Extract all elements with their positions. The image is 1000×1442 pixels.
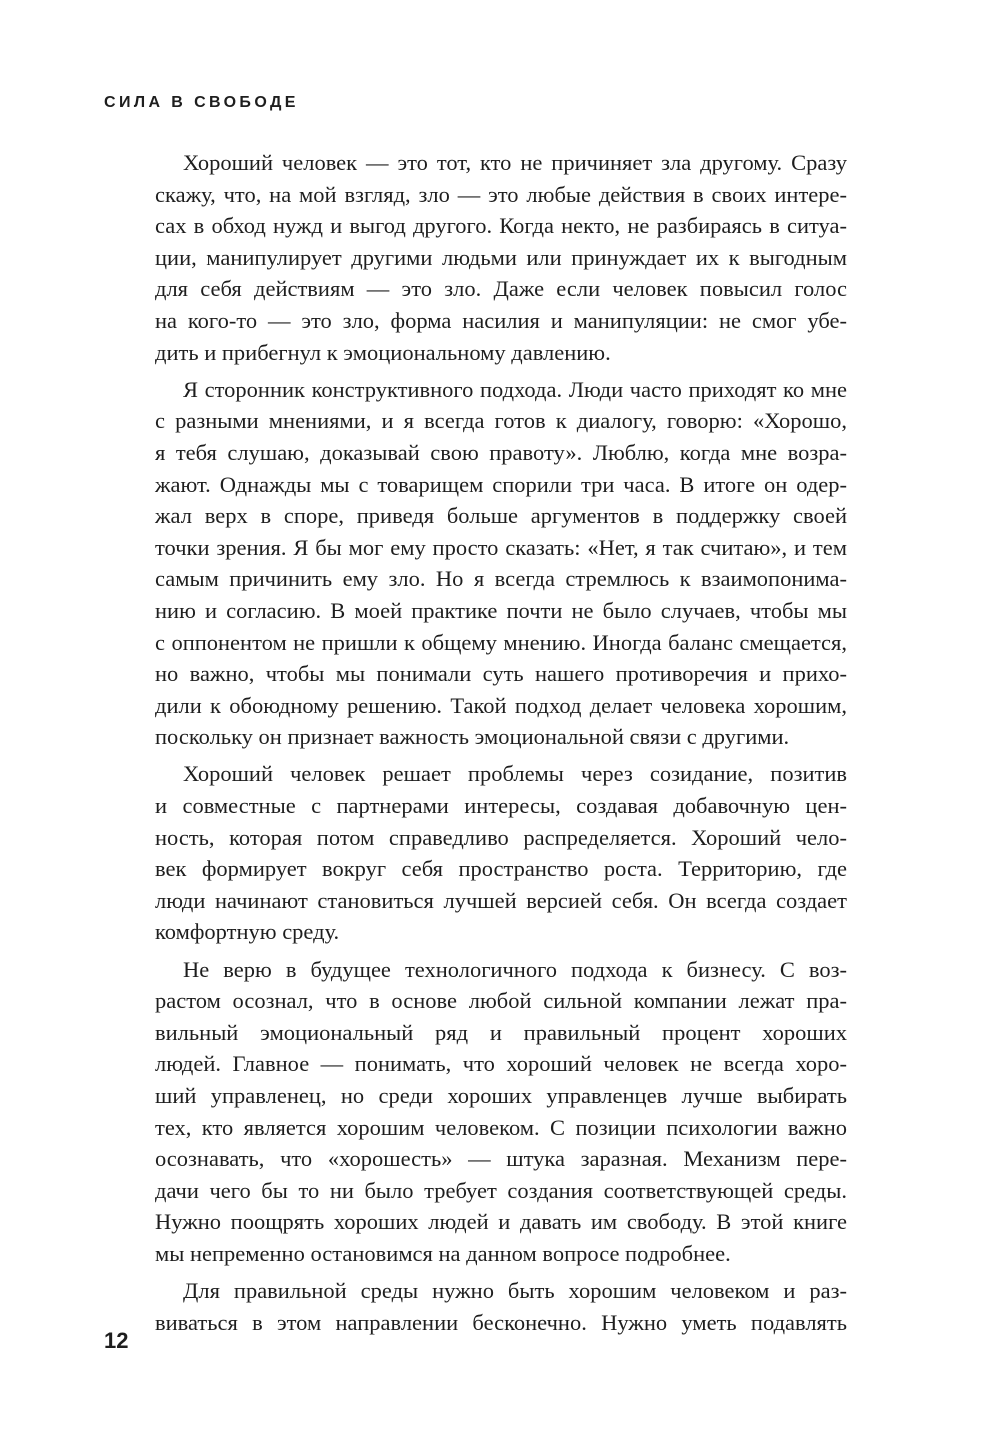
text-line: скажу, что, на мой взгляд, зло — это любые действия в своих интере-	[155, 181, 847, 207]
text-line: комфортную среду.	[155, 919, 340, 945]
text-line: век формирует вокруг себя пространство роста. Территорию, где	[155, 856, 847, 882]
text-line: дили к обоюдному решению. Такой подход делает человека хорошим,	[155, 692, 847, 718]
paragraph	[155, 954, 847, 1270]
page-number: 12	[104, 1328, 129, 1353]
text-line: Я сторонник конструктивного подхода. Люди часто приходят ко мне	[183, 376, 847, 402]
text-line: точки зрения. Я бы мог ему просто сказать: «Нет, я так считаю», и тем	[155, 534, 847, 560]
text-line: растом осознал, что в основе любой сильной компании лежат пра-	[155, 988, 847, 1014]
text-line: ции, манипулирует другими людьми или принуждает их к выгодным	[155, 244, 847, 270]
text-line: с разными мнениями, и я всегда готов к диалогу, говорю: «Хорошо,	[155, 408, 847, 434]
paragraph	[155, 374, 847, 753]
text-line: осознавать, что «хорошесть» — штука заразная. Механизм пере-	[155, 1146, 847, 1172]
text-line: сах в обход нужд и выгод другого. Когда некто, не разбираясь в ситуа-	[155, 213, 847, 239]
text-line: ший управленец, но среди хороших управленцев лучше выбирать	[155, 1083, 847, 1108]
text-line: виваться в этом направлении бесконечно. Нужно уметь подавлять	[155, 1309, 847, 1335]
text-line: на кого-то — это зло, форма насилия и манипуляции: не смог убе-	[155, 307, 847, 333]
text-line: Хороший человек — это тот, кто не причиняет зла другому. Сразу	[183, 150, 847, 175]
text-line: ность, которая потом справедливо распределяется. Хороший чело-	[155, 824, 847, 850]
text-line: Для правильной среды нужно быть хорошим человеком и раз-	[183, 1278, 847, 1304]
text-line: людей. Главное — понимать, что хороший человек не всегда хоро-	[155, 1051, 847, 1077]
text-line: люди начинают становиться лучшей версией себя. Он всегда создает	[155, 887, 847, 913]
paragraph	[155, 758, 847, 948]
text-line: самым причинить ему зло. Но я всегда стремлюсь к взаимопонима-	[155, 566, 847, 592]
text-line: мы непременно остановимся на данном вопросе подробнее.	[155, 1240, 731, 1266]
text-line: нию и согласию. В моей практике почти не было случаев, чтобы мы	[155, 597, 847, 623]
text-line: Нужно поощрять хороших людей и давать им свободу. В этой книге	[155, 1209, 847, 1235]
text-line: жал верх в споре, приведя больше аргументов в поддержку своей	[155, 503, 847, 529]
text-line: дачи чего бы то ни было требует создания соответствующей среды.	[155, 1177, 847, 1203]
paragraph	[155, 1275, 847, 1338]
text-line: для себя действиям — это зло. Даже если человек повысил голос	[155, 276, 847, 302]
paragraph	[155, 147, 847, 368]
text-line: жают. Однажды мы с товарищем спорили три часа. В итоге он одер-	[155, 471, 847, 497]
body-text	[155, 147, 847, 1344]
text-line: вильный эмоциональный ряд и правильный процент хороших	[155, 1019, 847, 1045]
text-line: Не верю в будущее технологичного подхода к бизнесу. С воз-	[183, 956, 847, 982]
text-line: но важно, чтобы мы понимали суть нашего противоречия и прихо-	[155, 661, 847, 687]
text-line: Хороший человек решает проблемы через созидание, позитив	[183, 761, 847, 787]
running-head: СИЛА В СВОБОДЕ	[104, 94, 299, 111]
text-line: я тебя слушаю, доказывай свою правоту». Люблю, когда мне возра-	[155, 439, 847, 465]
text-line: поскольку он признает важность эмоциональной связи с другими.	[155, 724, 790, 750]
text-line: тех, кто является хорошим человеком. С позиции психологии важно	[155, 1114, 847, 1140]
text-line: и совместные с партнерами интересы, создавая добавочную цен-	[155, 793, 847, 819]
text-line: с оппонентом не пришли к общему мнению. Иногда баланс смещается,	[155, 629, 847, 655]
text-line: дить и прибегнул к эмоциональному давлению.	[155, 339, 611, 365]
